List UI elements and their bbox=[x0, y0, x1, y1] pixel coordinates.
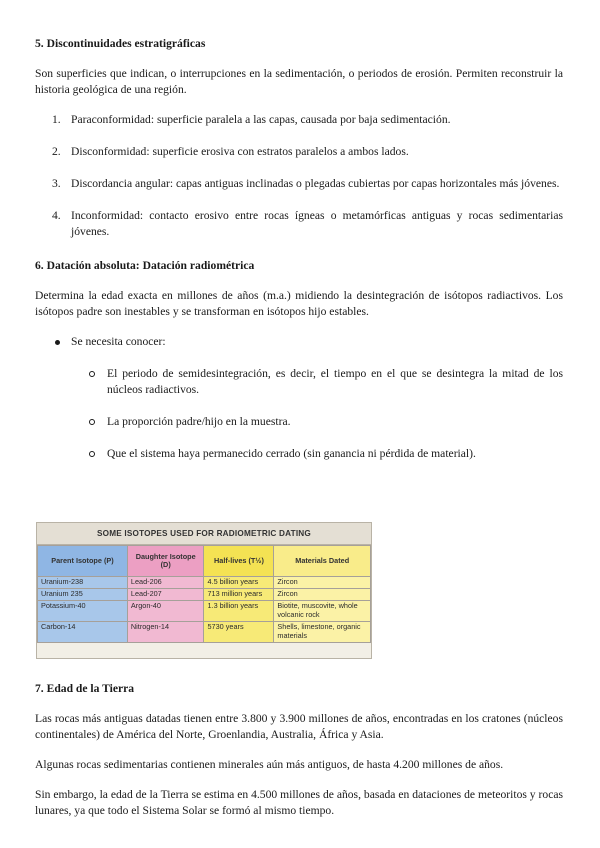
requirements-list bbox=[35, 366, 563, 462]
list-item: 3. Discordancia angular: capas antiguas inclinadas o plegadas cubiertas por capas horizontales más jóvenes. bbox=[52, 177, 560, 190]
column-header: Parent Isotope (P) bbox=[38, 546, 128, 577]
list-item: 2. Disconformidad: superficie erosiva con estratos paralelos a ambos lados. bbox=[52, 145, 409, 158]
section-5-intro: Son superficies que indican, o interrupciones en la sedimentación, o periodos de erosión. Permiten reconstruir la historia geológica de una región. bbox=[35, 67, 563, 96]
list-item: 1. Paraconformidad: superficie paralela a las capas, causada por baja sedimentación. bbox=[52, 113, 451, 126]
section-5-heading: 5. Discontinuidades estratigráficas bbox=[35, 37, 206, 50]
section-6-intro: Determina la edad exacta en millones de años (m.a.) midiendo la desintegración de isótopos radiactivos. Los isótopos padre son inestables y se transforman en isótopos hijo estables. bbox=[35, 289, 563, 318]
table-row: Uranium 235 Lead-207 713 million years Zircon bbox=[38, 589, 371, 601]
list-item: Que el sistema haya permanecido cerrado (sin ganancia ni pérdida de material). bbox=[35, 446, 563, 462]
section-7-paragraph: Algunas rocas sedimentarias contienen minerales aún más antiguos, de hasta 4.200 millones de años. bbox=[35, 758, 504, 771]
list-item: 4. Inconformidad: contacto erosivo entre rocas ígneas o metamórficas antiguas y rocas sedimentarias jóvenes. bbox=[52, 209, 563, 238]
isotope-table bbox=[37, 545, 371, 643]
circle-bullet-icon bbox=[89, 451, 95, 457]
section-7 bbox=[35, 681, 563, 819]
list-item: El periodo de semidesintegración, es decir, el tiempo en el que se desintegra la mitad de los núcleos radiactivos. bbox=[35, 366, 563, 398]
table-row: Potassium-40 Argon-40 1.3 billion years Biotite, muscovite, whole volcanic rock bbox=[38, 601, 371, 622]
column-header: Materials Dated bbox=[274, 546, 371, 577]
column-header: Half-lives (T½) bbox=[204, 546, 274, 577]
table-row: Uranium-238 Lead-206 4.5 billion years Zircon bbox=[38, 577, 371, 589]
list-item: La proporción padre/hijo en la muestra. bbox=[35, 414, 563, 430]
isotope-table-image bbox=[36, 522, 372, 659]
section-7-paragraph: Sin embargo, la edad de la Tierra se estima en 4.500 millones de años, basada en dataciones de meteoritos y rocas lunares, ya que todo el Sistema Solar se formó al mismo tiempo. bbox=[35, 788, 563, 817]
circle-bullet-icon bbox=[89, 371, 95, 377]
discontinuity-list bbox=[35, 112, 563, 240]
section-6-heading: 6. Datación absoluta: Datación radiométrica bbox=[35, 259, 255, 272]
circle-bullet-icon bbox=[89, 419, 95, 425]
section-7-heading: 7. Edad de la Tierra bbox=[35, 682, 135, 695]
bullet-icon bbox=[55, 340, 60, 345]
bullet-item: Se necesita conocer: bbox=[35, 334, 563, 350]
document-page bbox=[35, 36, 563, 478]
section-7-paragraph: Las rocas más antiguas datadas tienen entre 3.800 y 3.900 millones de años, encontradas en los cratones (núcleos continentales) de América del Norte, Groenlandia, Australia, África y Asia. bbox=[35, 712, 563, 741]
table-row: Carbon-14 Nitrogen-14 5730 years Shells, limestone, organic materials bbox=[38, 622, 371, 643]
column-header: Daughter Isotope (D) bbox=[127, 546, 204, 577]
isotope-table-title: SOME ISOTOPES USED FOR RADIOMETRIC DATING bbox=[37, 523, 371, 545]
